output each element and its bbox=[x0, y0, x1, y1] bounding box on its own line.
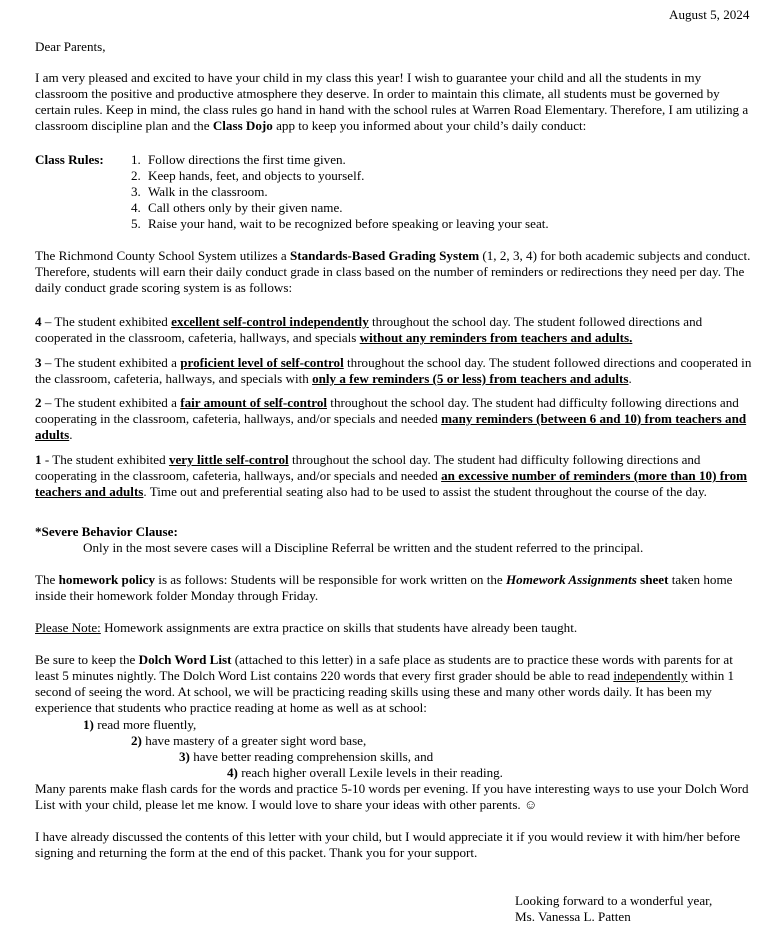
level-number: 3 bbox=[35, 355, 42, 370]
homework-text-end: taken home inside their homework folder Monday through Friday. bbox=[35, 572, 733, 603]
rule-item bbox=[131, 200, 343, 216]
level-reminder-phrase: many reminders (between 6 and 10) from teachers and adults bbox=[35, 411, 747, 442]
dolch-list-name: Dolch Word List bbox=[138, 652, 232, 667]
level-text: The student exhibited bbox=[52, 452, 169, 467]
note-text: Homework assignments are extra practice on skills that students have already been taught. bbox=[100, 620, 578, 635]
level-number: 2 bbox=[35, 395, 42, 410]
note-label: Please Note: bbox=[35, 620, 101, 635]
level-text: throughout the school day. The student had difficulty following directions and cooperating in the classroom, cafeteria, hallways, and/or specials and needed bbox=[35, 452, 701, 483]
benefit-text: read more fluently, bbox=[93, 717, 197, 732]
grading-system-name: Standards-Based Grading System bbox=[289, 248, 480, 263]
grading-text-end: (1, 2, 3, 4) for both academic subjects and conduct. Therefore, students will earn their daily conduct grade in class based on the number of reminders or redirections they need per day. The daily conduct grade scoring system is as follows: bbox=[35, 248, 751, 295]
level-number: 4 bbox=[35, 314, 42, 329]
rule-item bbox=[131, 152, 346, 168]
homework-policy-label: homework policy bbox=[58, 572, 156, 587]
benefit-item bbox=[227, 765, 503, 781]
grading-text: The Richmond County School System utilizes a bbox=[35, 248, 290, 263]
rule-text: Follow directions the first time given. bbox=[148, 152, 346, 167]
level-text-end: . bbox=[628, 371, 632, 386]
class-dojo-name: Class Dojo bbox=[212, 118, 273, 133]
rule-number: 5. bbox=[131, 216, 141, 231]
rule-number: 1. bbox=[131, 152, 141, 167]
rule-number: 3. bbox=[131, 184, 141, 199]
rule-number: 4. bbox=[131, 200, 141, 215]
conduct-level-3 bbox=[35, 355, 753, 387]
level-text: The student exhibited bbox=[54, 314, 172, 329]
level-number: 1 bbox=[35, 452, 42, 467]
level-separator: - bbox=[41, 452, 53, 467]
level-key-phrase: very little self-control bbox=[168, 452, 289, 467]
flash-cards-paragraph: Many parents make flash cards for the words and practice 5-10 words per evening. If you have interesting ways to use your Dolch Word List with your child, please let me know. I would love to share your ideas with other parents. ☺ bbox=[35, 781, 749, 812]
level-text-end: . bbox=[69, 427, 73, 442]
level-separator: – bbox=[41, 395, 55, 410]
severe-clause-text: Only in the most severe cases will a Discipline Referral be written and the student referred to the principal. bbox=[83, 540, 644, 555]
rule-item bbox=[131, 184, 268, 200]
intro-end: app to keep you informed about your child’s daily conduct: bbox=[272, 118, 587, 133]
class-rules-label: Class Rules: bbox=[35, 152, 104, 167]
severe-clause-title: *Severe Behavior Clause: bbox=[35, 524, 178, 539]
intro-paragraph bbox=[35, 70, 753, 134]
benefit-item bbox=[179, 749, 433, 765]
dolch-text: (attached to this letter) in a safe place as students are to practice these words with parents for at least 5 minutes nightly. The Dolch Word List contains 220 words that every first grader should be able to read bbox=[35, 652, 733, 683]
intro-text: I am very pleased and excited to have your child in my class this year! I wish to guarantee your child and all the students in my classroom the positive and productive atmosphere they deserve. In order to maintain this climate, all students must be governed by certain rules. Keep in mind, the class rules go hand in hand with the school rules at Warren Road Elementary. Therefore, I am utilizing a classroom discipline plan and the bbox=[35, 70, 749, 133]
signoff-line: Looking forward to a wonderful year, bbox=[515, 893, 713, 908]
rule-number: 2. bbox=[131, 168, 141, 183]
level-reminder-phrase: without any reminders from teachers and adults. bbox=[359, 330, 633, 345]
benefit-number: 4) bbox=[227, 765, 238, 780]
benefit-text: have mastery of a greater sight word base, bbox=[141, 733, 367, 748]
dolch-text: within 1 second of seeing the word. At school, we will be practicing reading skills using these and many other words daily. It has been my experience that students who practice reading at home as well as at school: bbox=[35, 668, 735, 715]
note-paragraph bbox=[35, 620, 753, 636]
homework-sheet-name: Homework Assignments bbox=[505, 572, 637, 587]
dolch-text: Be sure to keep the bbox=[35, 652, 139, 667]
homework-sheet-word: sheet bbox=[636, 572, 669, 587]
independently-word: independently bbox=[613, 668, 688, 683]
conduct-level-1 bbox=[35, 452, 753, 500]
level-key-phrase: excellent self-control independently bbox=[171, 314, 369, 329]
benefit-item bbox=[131, 733, 366, 749]
benefit-text: reach higher overall Lexile levels in their reading. bbox=[237, 765, 503, 780]
level-key-phrase: fair amount of self-control bbox=[180, 395, 328, 410]
level-text: throughout the school day. The student followed directions and cooperated in the classroom, cafeteria, hallways, and specials bbox=[35, 314, 703, 345]
letter-date: August 5, 2024 bbox=[669, 7, 750, 22]
rule-text: Raise your hand, wait to be recognized before speaking or leaving your seat. bbox=[148, 216, 549, 231]
salutation: Dear Parents, bbox=[35, 39, 106, 54]
level-text: throughout the school day. The student followed directions and cooperated in the classroom, cafeteria, hallways, and specials with bbox=[35, 355, 752, 386]
level-key-phrase: proficient level of self-control bbox=[180, 355, 344, 370]
rule-item bbox=[131, 216, 549, 232]
conduct-level-4 bbox=[35, 314, 753, 346]
closing-paragraph: I have already discussed the contents of this letter with your child, but I would appreciate it if you would review it with him/her before signing and returning the form at the end of this packet. Thank you for your support. bbox=[35, 829, 741, 860]
rule-text: Keep hands, feet, and objects to yourself. bbox=[148, 168, 365, 183]
rule-text: Call others only by their given name. bbox=[148, 200, 343, 215]
level-separator: – bbox=[41, 314, 55, 329]
benefit-number: 1) bbox=[83, 717, 94, 732]
level-separator: – bbox=[41, 355, 55, 370]
level-text-end: . Time out and preferential seating also had to be used to assist the student throughout the course of the day. bbox=[143, 484, 707, 499]
signature-name: Ms. Vanessa L. Patten bbox=[515, 909, 631, 924]
dolch-paragraph bbox=[35, 652, 753, 716]
benefit-text: have better reading comprehension skills, and bbox=[189, 749, 434, 764]
rule-item bbox=[131, 168, 364, 184]
conduct-level-2 bbox=[35, 395, 753, 443]
benefit-number: 2) bbox=[131, 733, 142, 748]
level-reminder-phrase: an excessive number of reminders (more than 10) from teachers and adults bbox=[35, 468, 748, 499]
level-reminder-phrase: only a few reminders (5 or less) from teachers and adults bbox=[312, 371, 629, 386]
homework-text: is as follows: Students will be responsible for work written on the bbox=[155, 572, 506, 587]
level-text: throughout the school day. The student had difficulty following directions and cooperating in the classroom, cafeteria, hallways, and/or specials and needed bbox=[35, 395, 739, 426]
level-text: The student exhibited a bbox=[54, 355, 181, 370]
rule-text: Walk in the classroom. bbox=[148, 184, 268, 199]
homework-paragraph bbox=[35, 572, 753, 604]
benefit-number: 3) bbox=[179, 749, 190, 764]
level-text: The student exhibited a bbox=[54, 395, 181, 410]
homework-text: The bbox=[35, 572, 59, 587]
grading-paragraph bbox=[35, 248, 753, 296]
benefit-item bbox=[83, 717, 196, 733]
